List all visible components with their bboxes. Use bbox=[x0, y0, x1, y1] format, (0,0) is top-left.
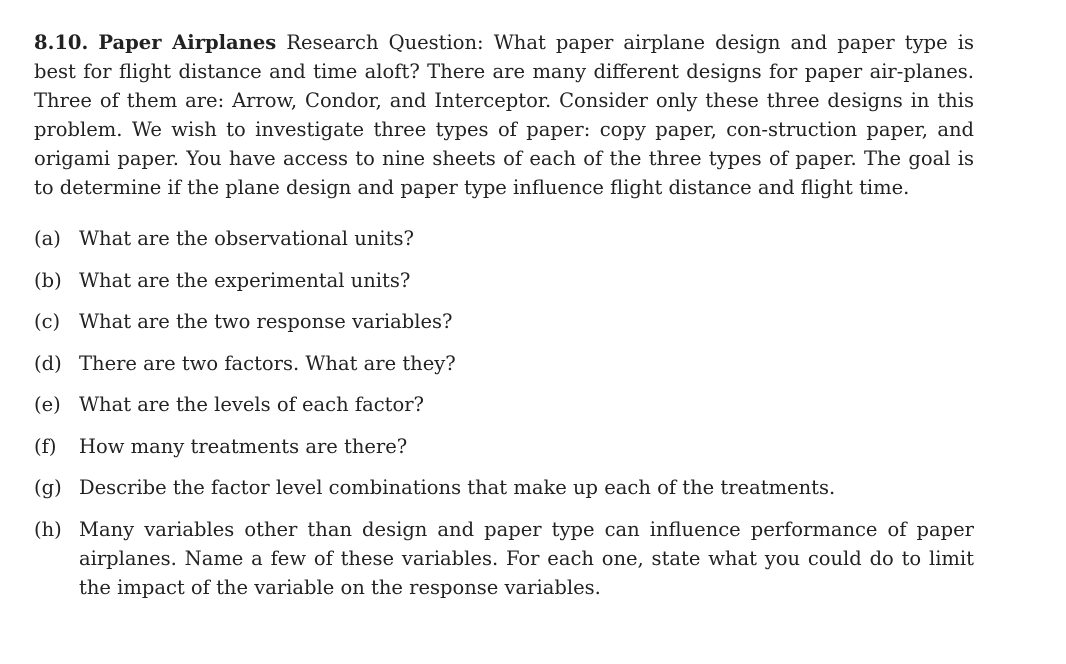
part-label: (f) bbox=[34, 434, 57, 458]
part-text: How many treatments are there? bbox=[79, 434, 408, 458]
part-label: (e) bbox=[34, 393, 61, 416]
question-part-c bbox=[34, 307, 974, 336]
part-text: What are the observational units? bbox=[79, 227, 414, 250]
part-label: (b) bbox=[34, 268, 62, 292]
problem-number: 8.10. bbox=[34, 31, 89, 54]
question-part-g bbox=[34, 473, 974, 502]
part-text: Many variables other than design and paper type can influence performance of paper airplanes. Name a few of these variables. For each one, state what you could do to limit the impact of the variable on the response variables. bbox=[79, 517, 974, 599]
question-part-a bbox=[34, 224, 974, 253]
question-part-b bbox=[34, 266, 974, 295]
part-text: There are two factors. What are they? bbox=[79, 351, 456, 375]
problem-body: Research Question: What paper airplane design and paper type is best for flight distance and time aloft? There are many different designs for paper air-planes. Three of them are: Arrow, Condor, and Interceptor. Consider only these three designs in this problem. We wish to investigate three types of paper: copy paper, con-struction paper, and origami paper. You have access to nine sheets of each of the three types of paper. The goal is to determine if the plane design and paper type influence flight distance and flight time. bbox=[34, 31, 975, 199]
part-label: (h) bbox=[34, 517, 62, 541]
question-parts-list bbox=[34, 224, 974, 602]
question-part-f bbox=[34, 432, 974, 461]
part-text: Describe the factor level combinations that make up each of the treatments. bbox=[79, 476, 836, 499]
problem-intro bbox=[34, 28, 974, 202]
part-text: What are the two response variables? bbox=[79, 310, 453, 333]
question-part-e bbox=[34, 390, 974, 419]
part-label: (d) bbox=[34, 351, 62, 375]
part-label: (c) bbox=[34, 310, 61, 333]
problem-page bbox=[34, 28, 974, 614]
part-label: (a) bbox=[34, 227, 61, 250]
question-part-h bbox=[34, 515, 974, 602]
question-part-d bbox=[34, 349, 974, 378]
part-label: (g) bbox=[34, 476, 62, 499]
part-text: What are the experimental units? bbox=[79, 268, 411, 292]
part-text: What are the levels of each factor? bbox=[79, 393, 424, 416]
problem-title: Paper Airplanes bbox=[98, 31, 277, 54]
